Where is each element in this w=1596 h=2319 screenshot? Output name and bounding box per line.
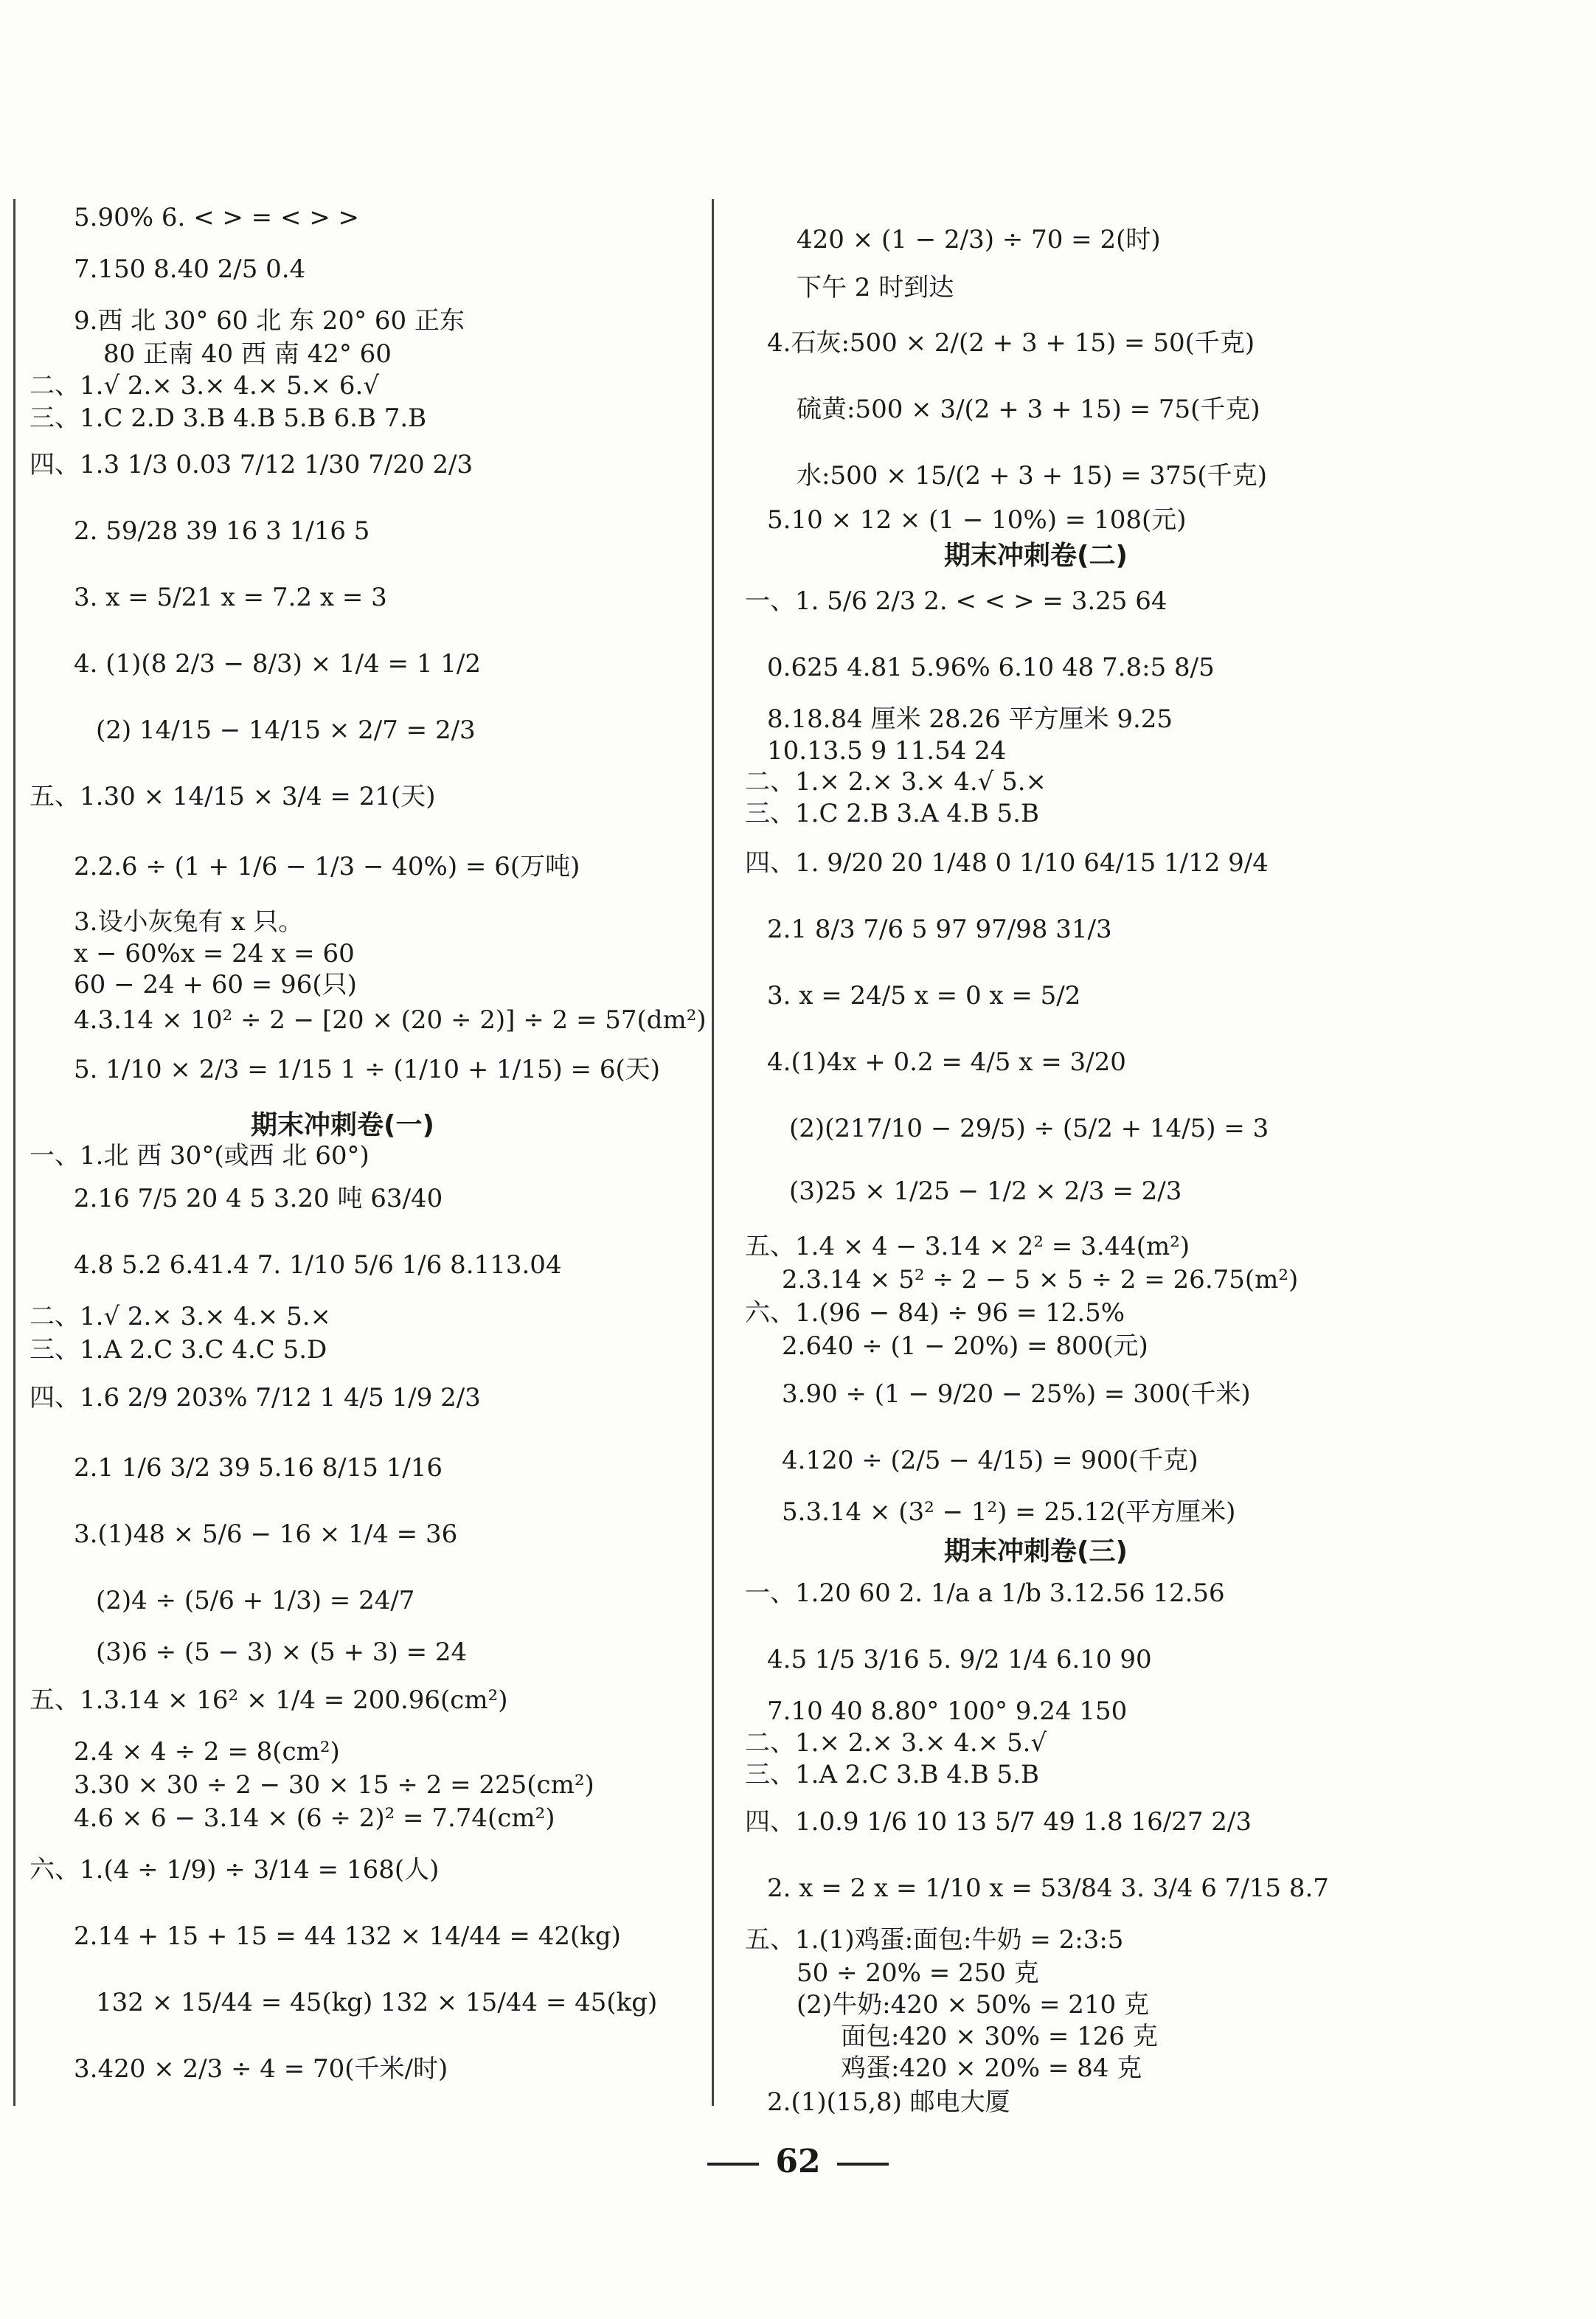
answer-line: 3.设小灰兔有 x 只。 [74, 907, 304, 937]
answer-line: 三、1.C 2.D 3.B 4.B 5.B 6.B 7.B [30, 403, 427, 433]
answer-line: 2.640 ÷ (1 − 20%) = 800(元) [782, 1331, 1148, 1361]
answer-line: 10.13.5 9 11.54 24 [767, 736, 1007, 766]
answer-line: 二、1.× 2.× 3.× 4.√ 5.× [745, 767, 1047, 797]
answer-line: 2. x = 2 x = 1/10 x = 53/84 3. 3/4 6 7/15 8.7 [767, 1873, 1329, 1903]
answer-line: 5. 1/10 × 2/3 = 1/15 1 ÷ (1/10 + 1/15) = 6(天) [74, 1055, 661, 1084]
answer-line: 2.16 7/5 20 4 5 3.20 吨 63/40 [74, 1184, 443, 1213]
answer-line: 五、1.30 × 14/15 × 3/4 = 21(天) [30, 782, 436, 811]
answer-line: 二、1.√ 2.× 3.× 4.× 5.× 6.√ [30, 371, 379, 401]
answer-line: 4.3.14 × 10² ÷ 2 − [20 × (20 ÷ 2)] ÷ 2 = 57(dm²) [74, 1005, 707, 1035]
footer-dash-right [837, 2163, 889, 2166]
column-divider [712, 199, 714, 2106]
answer-line: x − 60%x = 24 x = 60 [74, 939, 355, 968]
answer-line: (2)牛奶:420 × 50% = 210 克 [797, 1990, 1149, 2020]
answer-line: 水:500 × 15/(2 + 3 + 15) = 375(千克) [797, 461, 1267, 491]
answer-line: (3)6 ÷ (5 − 3) × (5 + 3) = 24 [96, 1637, 468, 1667]
section-title: 期末冲刺卷(一) [251, 1110, 434, 1140]
answer-line: 7.150 8.40 2/5 0.4 [74, 254, 306, 284]
answer-line: 3. x = 24/5 x = 0 x = 5/2 [767, 981, 1081, 1011]
answer-line: 四、1. 9/20 20 1/48 0 1/10 64/15 1/12 9/4 [745, 848, 1269, 878]
answer-line: 3.30 × 30 ÷ 2 − 30 × 15 ÷ 2 = 225(cm²) [74, 1770, 594, 1800]
answer-line: 132 × 15/44 = 45(kg) 132 × 15/44 = 45(kg) [96, 1988, 658, 2017]
answer-line: 420 × (1 − 2/3) ÷ 70 = 2(时) [797, 225, 1161, 254]
answer-line: (2)(217/10 − 29/5) ÷ (5/2 + 14/5) = 3 [789, 1114, 1269, 1143]
answer-line: 五、1.4 × 4 − 3.14 × 2² = 3.44(m²) [745, 1232, 1190, 1261]
answer-line: 四、1.3 1/3 0.03 7/12 1/30 7/20 2/3 [30, 450, 473, 479]
answer-line: 2. 59/28 39 16 3 1/16 5 [74, 516, 370, 546]
answer-line: 面包:420 × 30% = 126 克 [841, 2022, 1158, 2051]
answer-line: 0.625 4.81 5.96% 6.10 48 7.8:5 8/5 [767, 653, 1215, 682]
answer-line: 50 ÷ 20% = 250 克 [797, 1958, 1039, 1988]
answer-line: 一、1.20 60 2. 1/a a 1/b 3.12.56 12.56 [745, 1578, 1225, 1608]
answer-line: 三、1.A 2.C 3.B 4.B 5.B [745, 1760, 1039, 1789]
answer-line: 六、1.(4 ÷ 1/9) ÷ 3/14 = 168(人) [30, 1855, 440, 1885]
section-title: 期末冲刺卷(三) [944, 1536, 1128, 1567]
section-title: 期末冲刺卷(二) [944, 541, 1128, 571]
answer-line: 2.3.14 × 5² ÷ 2 − 5 × 5 ÷ 2 = 26.75(m²) [782, 1265, 1299, 1294]
answer-line: 3.(1)48 × 5/6 − 16 × 1/4 = 36 [74, 1519, 458, 1549]
answer-line: 五、1.(1)鸡蛋:面包:牛奶 = 2:3:5 [745, 1925, 1124, 1955]
answer-line: 60 − 24 + 60 = 96(只) [74, 970, 357, 999]
answer-line: 80 正南 40 西 南 42° 60 [103, 339, 392, 369]
answer-line: 4.6 × 6 − 3.14 × (6 ÷ 2)² = 7.74(cm²) [74, 1803, 555, 1833]
answer-line: 二、1.× 2.× 3.× 4.× 5.√ [745, 1728, 1047, 1758]
footer-dash-left [707, 2163, 759, 2166]
answer-line: 2.4 × 4 ÷ 2 = 8(cm²) [74, 1737, 340, 1767]
answer-line: 3.420 × 2/3 ÷ 4 = 70(千米/时) [74, 2054, 448, 2084]
answer-line: 二、1.√ 2.× 3.× 4.× 5.× [30, 1302, 332, 1331]
answer-line: 四、1.0.9 1/6 10 13 5/7 49 1.8 16/27 2/3 [745, 1807, 1252, 1837]
answer-line: 5.10 × 12 × (1 − 10%) = 108(元) [767, 505, 1187, 535]
answer-line: 4.石灰:500 × 2/(2 + 3 + 15) = 50(千克) [767, 328, 1255, 358]
page-number: 62 [775, 2143, 821, 2180]
answer-line: (3)25 × 1/25 − 1/2 × 2/3 = 2/3 [789, 1176, 1182, 1206]
left-margin-rule [13, 199, 15, 2106]
answer-line: 2.14 + 15 + 15 = 44 132 × 14/44 = 42(kg) [74, 1921, 621, 1951]
answer-line: 4.(1)4x + 0.2 = 4/5 x = 3/20 [767, 1047, 1126, 1077]
answer-line: 7.10 40 8.80° 100° 9.24 150 [767, 1696, 1128, 1726]
answer-line: 3. x = 5/21 x = 7.2 x = 3 [74, 583, 387, 612]
answer-line: 4.8 5.2 6.41.4 7. 1/10 5/6 1/6 8.113.04 [74, 1250, 562, 1280]
answer-line: 五、1.3.14 × 16² × 1/4 = 200.96(cm²) [30, 1685, 508, 1715]
answer-line: 鸡蛋:420 × 20% = 84 克 [841, 2053, 1142, 2083]
answer-line: (2) 14/15 − 14/15 × 2/7 = 2/3 [96, 715, 476, 745]
answer-line: 9.西 北 30° 60 北 东 20° 60 正东 [74, 306, 465, 336]
answer-line: 3.90 ÷ (1 − 9/20 − 25%) = 300(千米) [782, 1379, 1251, 1409]
answer-line: 四、1.6 2/9 203% 7/12 1 4/5 1/9 2/3 [30, 1383, 481, 1412]
answer-line: 4.120 ÷ (2/5 − 4/15) = 900(千克) [782, 1446, 1198, 1475]
answer-line: 2.2.6 ÷ (1 + 1/6 − 1/3 − 40%) = 6(万吨) [74, 852, 580, 881]
answer-line: 4. (1)(8 2/3 − 8/3) × 1/4 = 1 1/2 [74, 649, 482, 679]
answer-line: 一、1. 5/6 2/3 2. < < > = 3.25 64 [745, 586, 1167, 616]
answer-line: 2.1 8/3 7/6 5 97 97/98 31/3 [767, 915, 1112, 944]
answer-line: 8.18.84 厘米 28.26 平方厘米 9.25 [767, 704, 1173, 734]
answer-line: 5.3.14 × (3² − 1²) = 25.12(平方厘米) [782, 1497, 1236, 1527]
page-footer [0, 2143, 1596, 2180]
answer-line: 一、1.北 西 30°(或西 北 60°) [30, 1141, 369, 1171]
answer-line: 三、1.A 2.C 3.C 4.C 5.D [30, 1335, 327, 1365]
answer-line: 2.1 1/6 3/2 39 5.16 8/15 1/16 [74, 1453, 443, 1483]
answer-line: (2)4 ÷ (5/6 + 1/3) = 24/7 [96, 1586, 415, 1615]
answer-line: 三、1.C 2.B 3.A 4.B 5.B [745, 799, 1039, 828]
answer-line: 2.(1)(15,8) 邮电大厦 [767, 2087, 1010, 2117]
answer-line: 六、1.(96 − 84) ÷ 96 = 12.5% [745, 1298, 1125, 1328]
answer-line: 硫黄:500 × 3/(2 + 3 + 15) = 75(千克) [797, 395, 1260, 424]
answer-line: 下午 2 时到达 [797, 273, 954, 302]
answer-line: 4.5 1/5 3/16 5. 9/2 1/4 6.10 90 [767, 1645, 1152, 1674]
answer-line: 5.90% 6. < > = < > > [74, 203, 360, 232]
